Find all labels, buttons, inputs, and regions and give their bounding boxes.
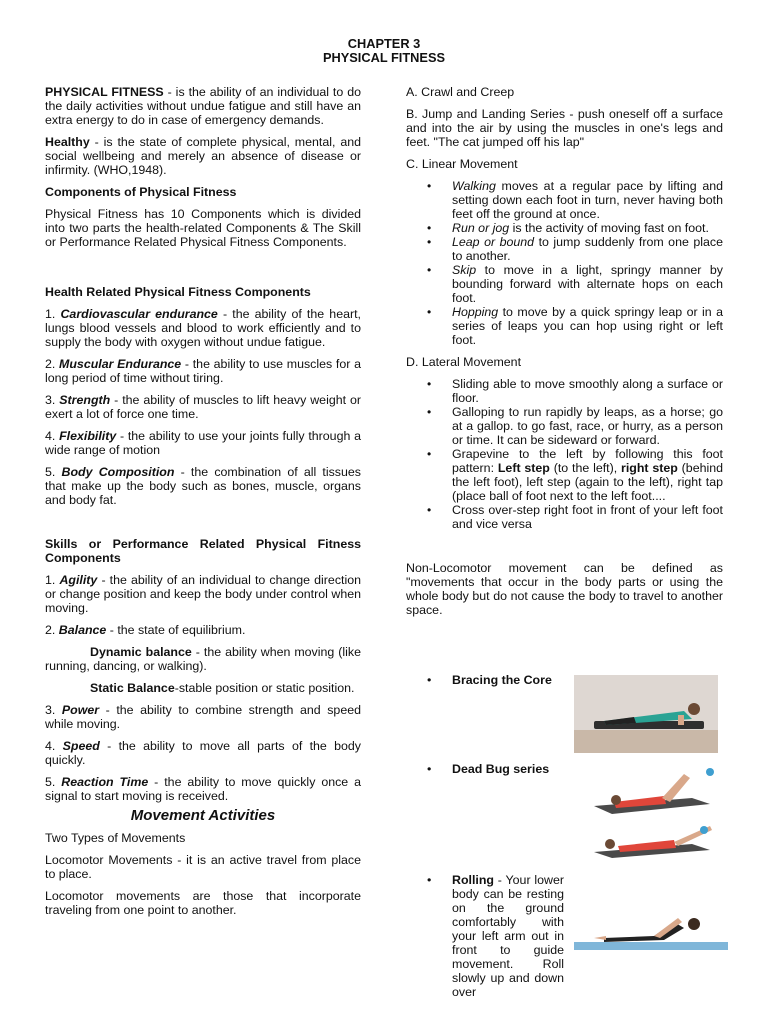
health-related-heading: Health Related Physical Fitness Components [45, 285, 311, 299]
two-types-text: Two Types of Movements [45, 831, 186, 845]
list-item: • Grapevine to the left by following this foot pattern: Left step (to the left), right step (behind the left foot), left step (again to the left), right tap (place ball of foot next to the left foot.... [427, 447, 724, 503]
chapter-number: CHAPTER 3 [347, 36, 421, 51]
skill-item-speed: 4. Speed - the ability to move all parts of the body quickly. [45, 739, 361, 767]
left-column [45, 85, 361, 917]
health-item-5: 5. Body Composition - the combination of all tissues that make up the body such as bones, muscle, organs and body fat. [45, 465, 361, 507]
list-item: • Leap or bound to jump suddenly from one place to another. [427, 235, 723, 263]
list-item: • Walking moves at a regular pace by lifting and setting down each foot in turn, never having both feet off the ground at once. [427, 179, 723, 221]
locomotor-definition: Locomotor Movements - it is an active travel from place to place. [45, 853, 361, 881]
components-paragraph: Physical Fitness has 10 Components which is divided into two parts the health-related Components & The Skill or Performance Related Physical Fitness Components. [45, 207, 361, 249]
static-balance: Static Balance-stable position or static position. [90, 681, 355, 695]
rolling-photo [574, 878, 728, 970]
rolling-description: - Your lower body can be resting on the ground comfortably with your left arm out in front to guide movement. Roll slowly up and down over [452, 873, 564, 999]
list-item: • Skip to move in a light, springy manner by bounding forward with alternate hops on each foot. [427, 263, 723, 305]
plank-illustration [574, 675, 718, 753]
health-item-2: 2. Muscular Endurance - the ability to use muscles for a long period of time without tiring. [45, 357, 361, 385]
chapter-title: PHYSICAL FITNESS [322, 50, 446, 65]
list-item: • Galloping to run rapidly by leaps, as a horse; go at a gallop. to go fast, race, or hurry, as a person or time. It can be sideward or forward. [427, 405, 723, 447]
health-item-3: 3. Strength - the ability of muscles to lift heavy weight or exert a lot of force one time. [45, 393, 362, 421]
skill-related-heading: Skills or Performance Related Physical Fitness Components [45, 537, 361, 565]
health-item-1: 1. Cardiovascular endurance - the ability of the heart, lungs blood vessels and blood to work efficiently and to supply the body with oxygen without undue fatigue. [45, 307, 361, 349]
chapter-heading [0, 37, 768, 65]
dead-bug-illustration [574, 764, 718, 858]
lateral-movement-list [406, 377, 723, 531]
movement-activities-title: Movement Activities [130, 807, 276, 824]
right-column [406, 85, 723, 629]
locomotor-description: Locomotor movements are those that incorporate traveling from one point to another. [45, 889, 361, 917]
linear-movement-heading: C. Linear Movement [406, 157, 518, 171]
list-item: • Hopping to move by a quick springy leap or in a series of leaps you can hop using right or left foot. [427, 305, 723, 347]
skill-item-reaction-time: 5. Reaction Time - the ability to move quickly once a signal to start moving is received. [45, 775, 362, 803]
skill-item-power: 3. Power - the ability to combine strength and speed while moving. [45, 703, 361, 731]
list-item: • Run or jog is the activity of moving fast on foot. [427, 221, 709, 235]
components-heading: Components of Physical Fitness [45, 185, 237, 199]
skill-item-agility: 1. Agility - the ability of an individual to change direction or change position and keep the body under control when moving. [45, 573, 361, 615]
health-item-4: 4. Flexibility - the ability to use your joints fully through a wide range of motion [45, 429, 361, 457]
definition-physical-fitness: PHYSICAL FITNESS - is the ability of an individual to do the daily activities without undue fatigue and still have an extra energy to do in case of emergency demands. [45, 85, 361, 127]
skill-item-balance: 2. Balance - the state of equilibrium. [45, 623, 246, 637]
dynamic-balance: Dynamic balance - the ability when moving (like running, dancing, or walking). [45, 645, 361, 673]
bracing-core-photo [574, 675, 718, 753]
linear-movement-list [406, 179, 723, 347]
non-locomotor-definition: Non-Locomotor movement can be defined as "movements that occur in the body parts or using the whole body but do not cause the body to travel to another space. [406, 561, 723, 617]
lateral-movement-heading: D. Lateral Movement [406, 355, 522, 369]
rolling-illustration [574, 878, 728, 970]
definition-healthy: Healthy - is the state of complete physical, mental, and social wellbeing and merely an absence of disease or infirmity. (WHO,1948). [45, 135, 361, 177]
exercise-bracing-core: • Bracing the Core [427, 673, 552, 687]
dead-bug-photo [574, 764, 718, 858]
crawl-and-creep: A. Crawl and Creep [406, 85, 515, 99]
list-item: • Sliding able to move smoothly along a surface or floor. [427, 377, 723, 405]
exercise-dead-bug: • Dead Bug series [427, 762, 550, 776]
exercise-rolling: • Rolling - Your lower body can be resting on the ground comfortably with your left arm out in front to guide movement. Roll slowly up and down over [427, 873, 564, 999]
list-item: • Cross over-step right foot in front of your left foot and vice versa [427, 503, 723, 531]
jump-and-landing: B. Jump and Landing Series - push oneself off a surface and into the air by using the muscles in one's legs and feet. "The cat jumped off his lap" [406, 107, 723, 149]
